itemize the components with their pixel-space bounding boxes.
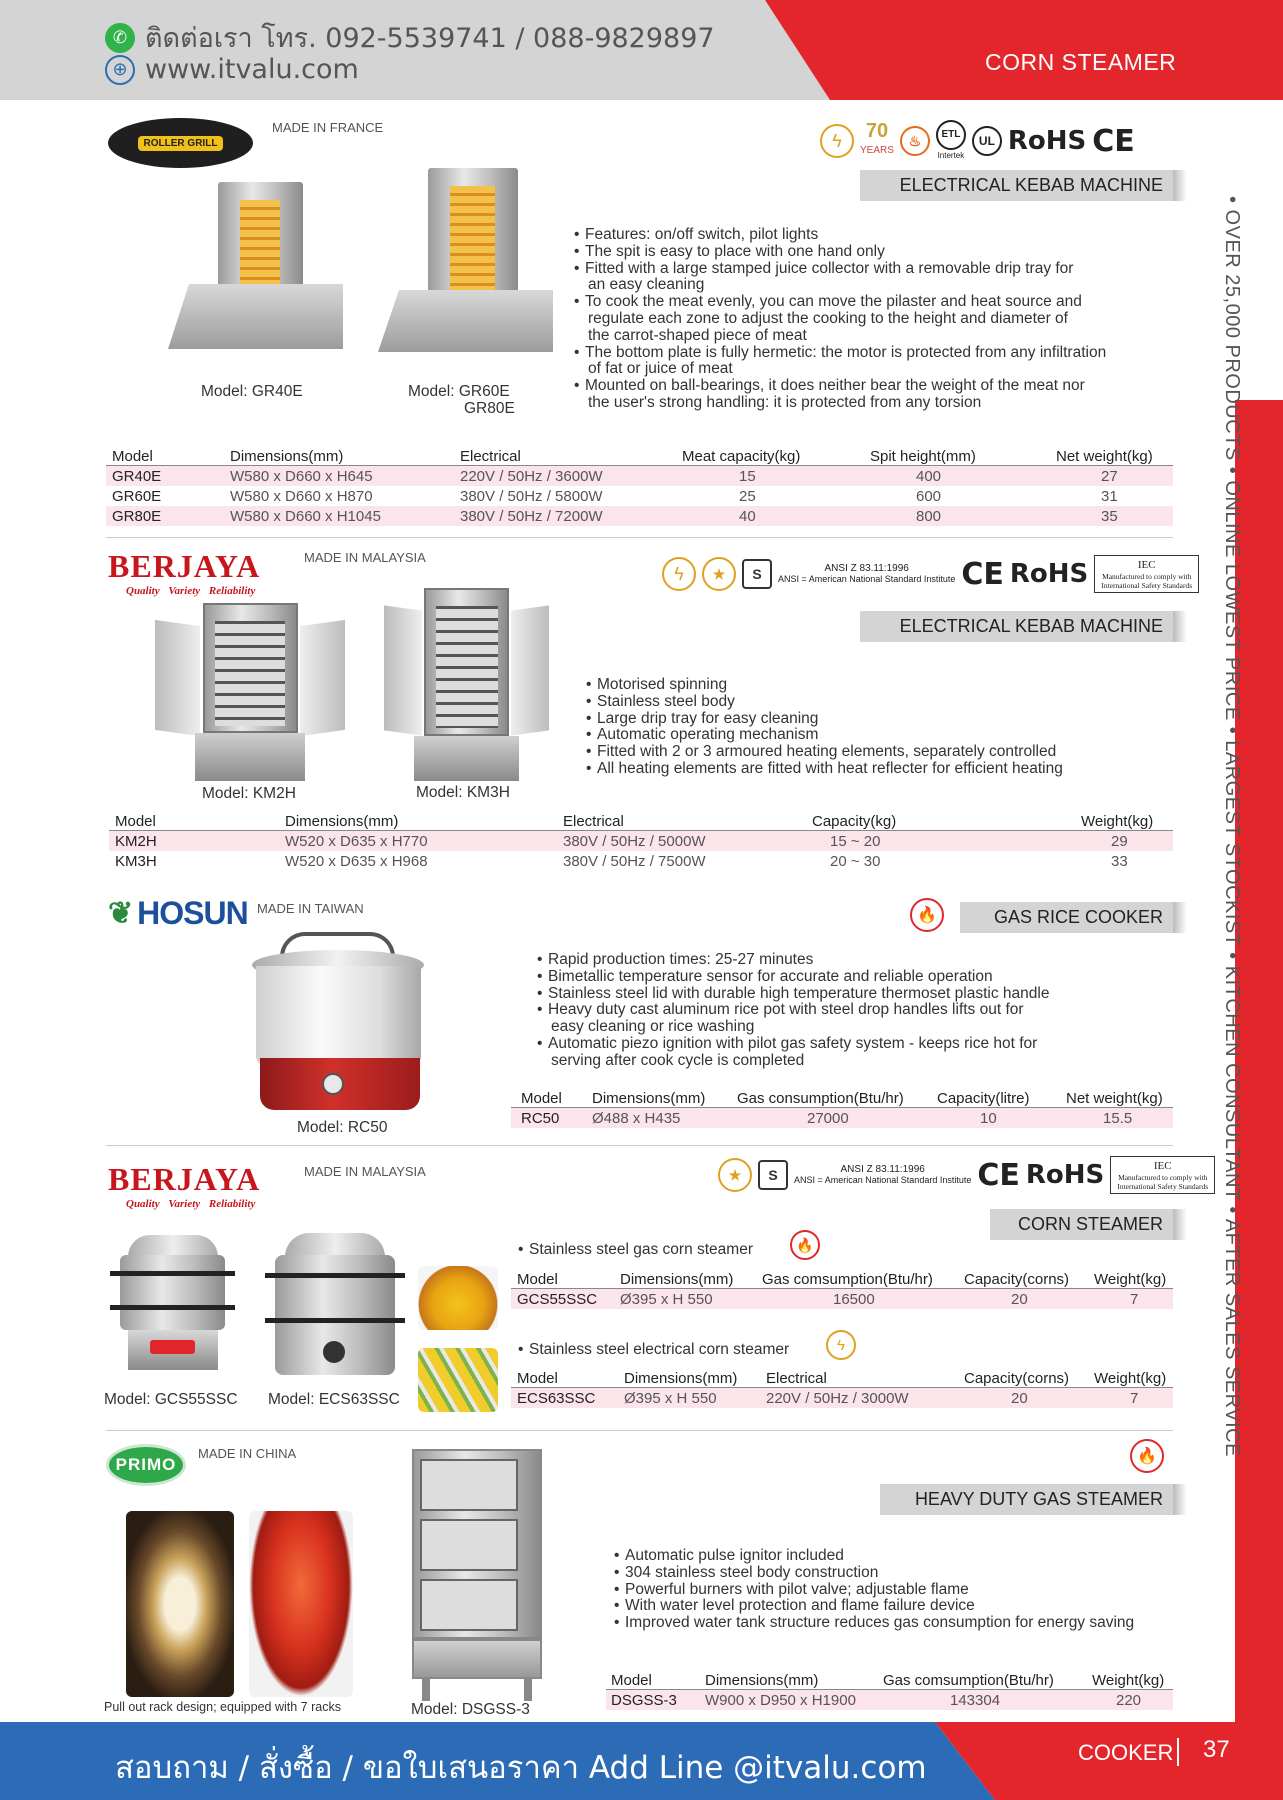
model-label: Model: GCS55SSC <box>104 1391 238 1408</box>
feature-item-cont: easy cleaning or rice washing <box>551 1018 755 1036</box>
km3h-image <box>384 588 549 783</box>
footer-section: COOKER <box>1078 1740 1174 1765</box>
contact-line <box>105 16 715 59</box>
table-row: ECS63SSC Ø395 x H 550 220V / 50Hz / 3000W 20 7 <box>511 1388 1173 1408</box>
feature-item: • Features: on/off switch, pilot lights <box>574 227 1174 244</box>
category-title: CORN STEAMER <box>985 49 1177 75</box>
rack-caption: Pull out rack design; equipped with 7 racks <box>104 1700 341 1714</box>
footer-divider <box>1177 1738 1179 1766</box>
table-row: RC50 Ø488 x H435 27000 10 15.5 <box>511 1108 1173 1128</box>
feature-item: • All heating elements are fitted with heat reflecter for efficient heating <box>586 761 1146 778</box>
table-header: Model Dimensions(mm) Electrical Capacity(kg) Weight(kg) <box>109 811 1173 831</box>
table-header: Model Dimensions(mm) Gas comsumption(Btu/hr) Capacity(corns) Weight(kg) <box>511 1269 1173 1289</box>
table-row: KM2H W520 x D635 x H770 380V / 50Hz / 5000W 15 ~ 20 29 <box>109 831 1173 851</box>
feature-list <box>537 952 1137 1070</box>
ce-mark: CE <box>1092 123 1135 159</box>
made-in-label: MADE IN TAIWAN <box>257 901 364 916</box>
table-header: Model Dimensions(mm) Gas comsumption(Btu/hr) Weight(kg) <box>606 1670 1173 1690</box>
feature-item: • Automatic pulse ignitor included <box>614 1548 1184 1565</box>
ansi-note: ANSI Z 83.11:1996 ANSI = American National Standard Institute <box>794 1164 972 1185</box>
feature-item: • Stainless steel lid with durable high temperature thermoset plastic handle <box>537 986 1137 1003</box>
feature-item: • Large drip tray for easy cleaning <box>586 711 1146 728</box>
sirim-icon: S <box>758 1160 788 1190</box>
ce-mark: CE <box>977 1157 1020 1193</box>
ce-mark: CE <box>961 556 1004 592</box>
feature-item: • The spit is easy to place with one hand only <box>574 244 1174 261</box>
feature-item: • Bimetallic temperature sensor for accurate and reliable operation <box>537 969 1137 986</box>
feature-list <box>614 1548 1184 1632</box>
cert-badges <box>662 555 1199 593</box>
table-header: Model Dimensions(mm) Electrical Capacity(corns) Weight(kg) <box>511 1368 1173 1388</box>
etl-badge: ETL Intertek <box>936 120 966 162</box>
table-header: Model Dimensions(mm) Electrical Meat capacity(kg) Spit height(mm) Net weight(kg) <box>106 446 1173 466</box>
feature-item: • 304 stainless steel body construction <box>614 1565 1184 1582</box>
steamed-fish-photo <box>126 1511 234 1697</box>
table-row: GR60E W580 x D660 x H870 380V / 50Hz / 5800W 25 600 31 <box>112 488 1118 505</box>
feature-list <box>586 677 1146 778</box>
rohs-mark: RoHS <box>1009 559 1089 589</box>
rohs-mark: RoHS <box>1025 1160 1105 1190</box>
model-label: Model: RC50 <box>297 1119 388 1136</box>
heat-cert-icon: ♨ <box>900 126 930 156</box>
dsgss3-image <box>412 1449 542 1701</box>
feature-item-cont: the user's strong handling: it is protected from any torsion <box>588 393 982 411</box>
made-in-label: MADE IN MALAYSIA <box>304 550 426 565</box>
leaf-icon: ❦ <box>108 897 134 930</box>
section-title: ELECTRICAL KEBAB MACHINE <box>860 170 1173 201</box>
berjaya-logo: BERJAYA Quality Variety Reliability <box>108 1161 261 1210</box>
iec-badge: IEC Manufactured to comply with International Safety Standards <box>1110 1156 1215 1194</box>
km2h-image <box>155 603 345 783</box>
gas-note: • Stainless steel gas corn steamer <box>518 1242 753 1259</box>
cert-badges <box>718 1156 1215 1194</box>
divider <box>106 1145 1173 1146</box>
gcs55ssc-image <box>110 1235 235 1375</box>
made-in-label: MADE IN MALAYSIA <box>304 1164 426 1179</box>
divider <box>106 1430 1173 1431</box>
section-title: GAS RICE COOKER <box>960 902 1173 933</box>
feature-item: • Powerful burners with pilot valve; adjustable flame <box>614 1582 1184 1599</box>
feature-item: • Heavy duty cast aluminum rice pot with steel drop handles lifts out for <box>537 1002 1137 1019</box>
feature-item: • Improved water tank structure reduces gas consumption for energy saving <box>614 1615 1184 1632</box>
feature-item: • Automatic operating mechanism <box>586 727 1146 744</box>
gold-cert-icon: ★ <box>702 557 736 591</box>
lobster-photo <box>249 1511 353 1697</box>
feature-item: • Fitted with a large stamped juice collector with a removable drip tray for <box>574 261 1174 278</box>
table-row: GCS55SSC Ø395 x H 550 16500 20 7 <box>511 1289 1173 1309</box>
years-badge: 70 YEARS <box>860 120 894 156</box>
primo-logo: PRIMO <box>106 1444 186 1486</box>
feature-item: • The bottom plate is fully hermetic: the motor is protected from any infiltration <box>574 345 1174 362</box>
table-row: GR80E W580 x D660 x H1045 380V / 50Hz / 7200W 40 800 35 <box>106 506 1173 526</box>
ecs63ssc-image <box>265 1233 405 1378</box>
elec-spec-table <box>511 1368 1173 1408</box>
electric-icon: ϟ <box>662 557 696 591</box>
table-row: DSGSS-3 W900 x D950 x H1900 143304 220 <box>606 1690 1173 1710</box>
page-number: 37 <box>1203 1736 1230 1763</box>
section-title: ELECTRICAL KEBAB MACHINE <box>860 611 1173 642</box>
model-label: Model: KM3H <box>416 784 510 801</box>
model-label: Model: GR60E <box>408 383 510 400</box>
corn-cobs-photo <box>418 1348 498 1412</box>
feature-item: • With water level protection and flame failure device <box>614 1598 1184 1615</box>
electric-icon: ϟ <box>820 124 854 158</box>
table-row: GR40E W580 x D660 x H645 220V / 50Hz / 3600W 15 400 27 <box>106 466 1173 486</box>
elec-note: • Stainless steel electrical corn steamer <box>518 1342 789 1359</box>
cert-badges <box>820 120 1135 162</box>
feature-item: • Automatic piezo ignition with pilot gas safety system - keeps rice hot for <box>537 1036 1137 1053</box>
feature-item: • Rapid production times: 25-27 minutes <box>537 952 1137 969</box>
website-line[interactable] <box>105 54 359 85</box>
section-title: CORN STEAMER <box>990 1209 1173 1240</box>
rohs-mark: RoHS <box>1007 126 1087 156</box>
feature-item-cont: of fat or juice of meat <box>588 360 733 378</box>
feature-item-cont: regulate each zone to adjust the cooking to the height and diameter of <box>588 309 1068 327</box>
feature-item: • Fitted with 2 or 3 armoured heating elements, separately controlled <box>586 744 1146 761</box>
gas-spec-table <box>511 1269 1173 1309</box>
corn-kernels-photo <box>418 1266 498 1330</box>
table-row: KM3H W520 x D635 x H968 380V / 50Hz / 7500W 20 ~ 30 33 <box>115 853 1128 870</box>
ansi-note: ANSI Z 83.11:1996 ANSI = American National Standard Institute <box>778 563 956 584</box>
phone-icon: ✆ <box>105 23 135 53</box>
feature-item: • Stainless steel body <box>586 694 1146 711</box>
model-label: GR80E <box>464 400 515 417</box>
model-label: Model: KM2H <box>202 785 296 802</box>
gr40e-image <box>168 182 343 352</box>
roller-grill-logo: ROLLER GRILL <box>108 118 253 168</box>
spec-table <box>511 1088 1173 1128</box>
made-in-label: MADE IN CHINA <box>198 1446 297 1461</box>
spec-table <box>106 446 1173 526</box>
side-slogan: • OVER 25,000 PRODUCTS • ONLINE LOWEST PRICE • LARGEST STOCKIST • KITCHEN CONSULTANT • AFTER SALES SERVICE <box>1221 196 1243 1457</box>
model-label: Model: ECS63SSC <box>268 1391 400 1408</box>
gas-flame-icon: 🔥 <box>1130 1439 1164 1473</box>
made-in-label: MADE IN FRANCE <box>272 120 384 135</box>
feature-item-cont: an easy cleaning <box>588 276 705 294</box>
ul-badge: UL <box>972 126 1002 156</box>
model-label: Model: DSGSS-3 <box>411 1701 530 1718</box>
feature-item: • Mounted on ball-bearings, it does neither bear the weight of the meat nor <box>574 378 1174 395</box>
berjaya-logo: BERJAYA Quality Variety Reliability <box>108 548 261 597</box>
feature-item: • To cook the meat evenly, you can move the pilaster and heat source and <box>574 294 1174 311</box>
divider <box>106 537 1173 538</box>
rc50-image <box>240 928 440 1118</box>
gold-cert-icon: ★ <box>718 1158 752 1192</box>
feature-item-cont: the carrot-shaped piece of meat <box>588 326 807 344</box>
gr60e-image <box>378 168 553 353</box>
website-link[interactable]: www.itvalu.com <box>145 54 359 85</box>
iec-badge: IEC Manufactured to comply with International Safety Standards <box>1094 555 1199 593</box>
feature-list <box>574 227 1174 412</box>
section-title: HEAVY DUTY GAS STEAMER <box>880 1484 1173 1515</box>
contact-text: ติดต่อเรา โทร. 092-5539741 / 088-9829897 <box>145 23 715 54</box>
table-header: Model Dimensions(mm) Gas consumption(Btu/hr) Capacity(litre) Net weight(kg) <box>511 1088 1173 1108</box>
spec-table <box>109 811 1173 871</box>
line-contact[interactable]: สอบถาม / สั่งซื้อ / ขอใบเสนอราคา Add Line @itvalu.com <box>115 1750 927 1786</box>
gas-flame-icon: 🔥 <box>910 898 944 932</box>
electric-icon: ϟ <box>826 1330 856 1360</box>
sirim-icon: S <box>742 559 772 589</box>
gas-flame-icon: 🔥 <box>790 1230 820 1260</box>
spec-table <box>606 1670 1173 1710</box>
feature-item-cont: serving after cook cycle is completed <box>551 1051 805 1069</box>
model-label: Model: GR40E <box>201 383 303 400</box>
hosun-logo: ❦ HOSUN <box>108 895 248 931</box>
globe-icon: ⊕ <box>105 55 135 85</box>
feature-item: • Motorised spinning <box>586 677 1146 694</box>
